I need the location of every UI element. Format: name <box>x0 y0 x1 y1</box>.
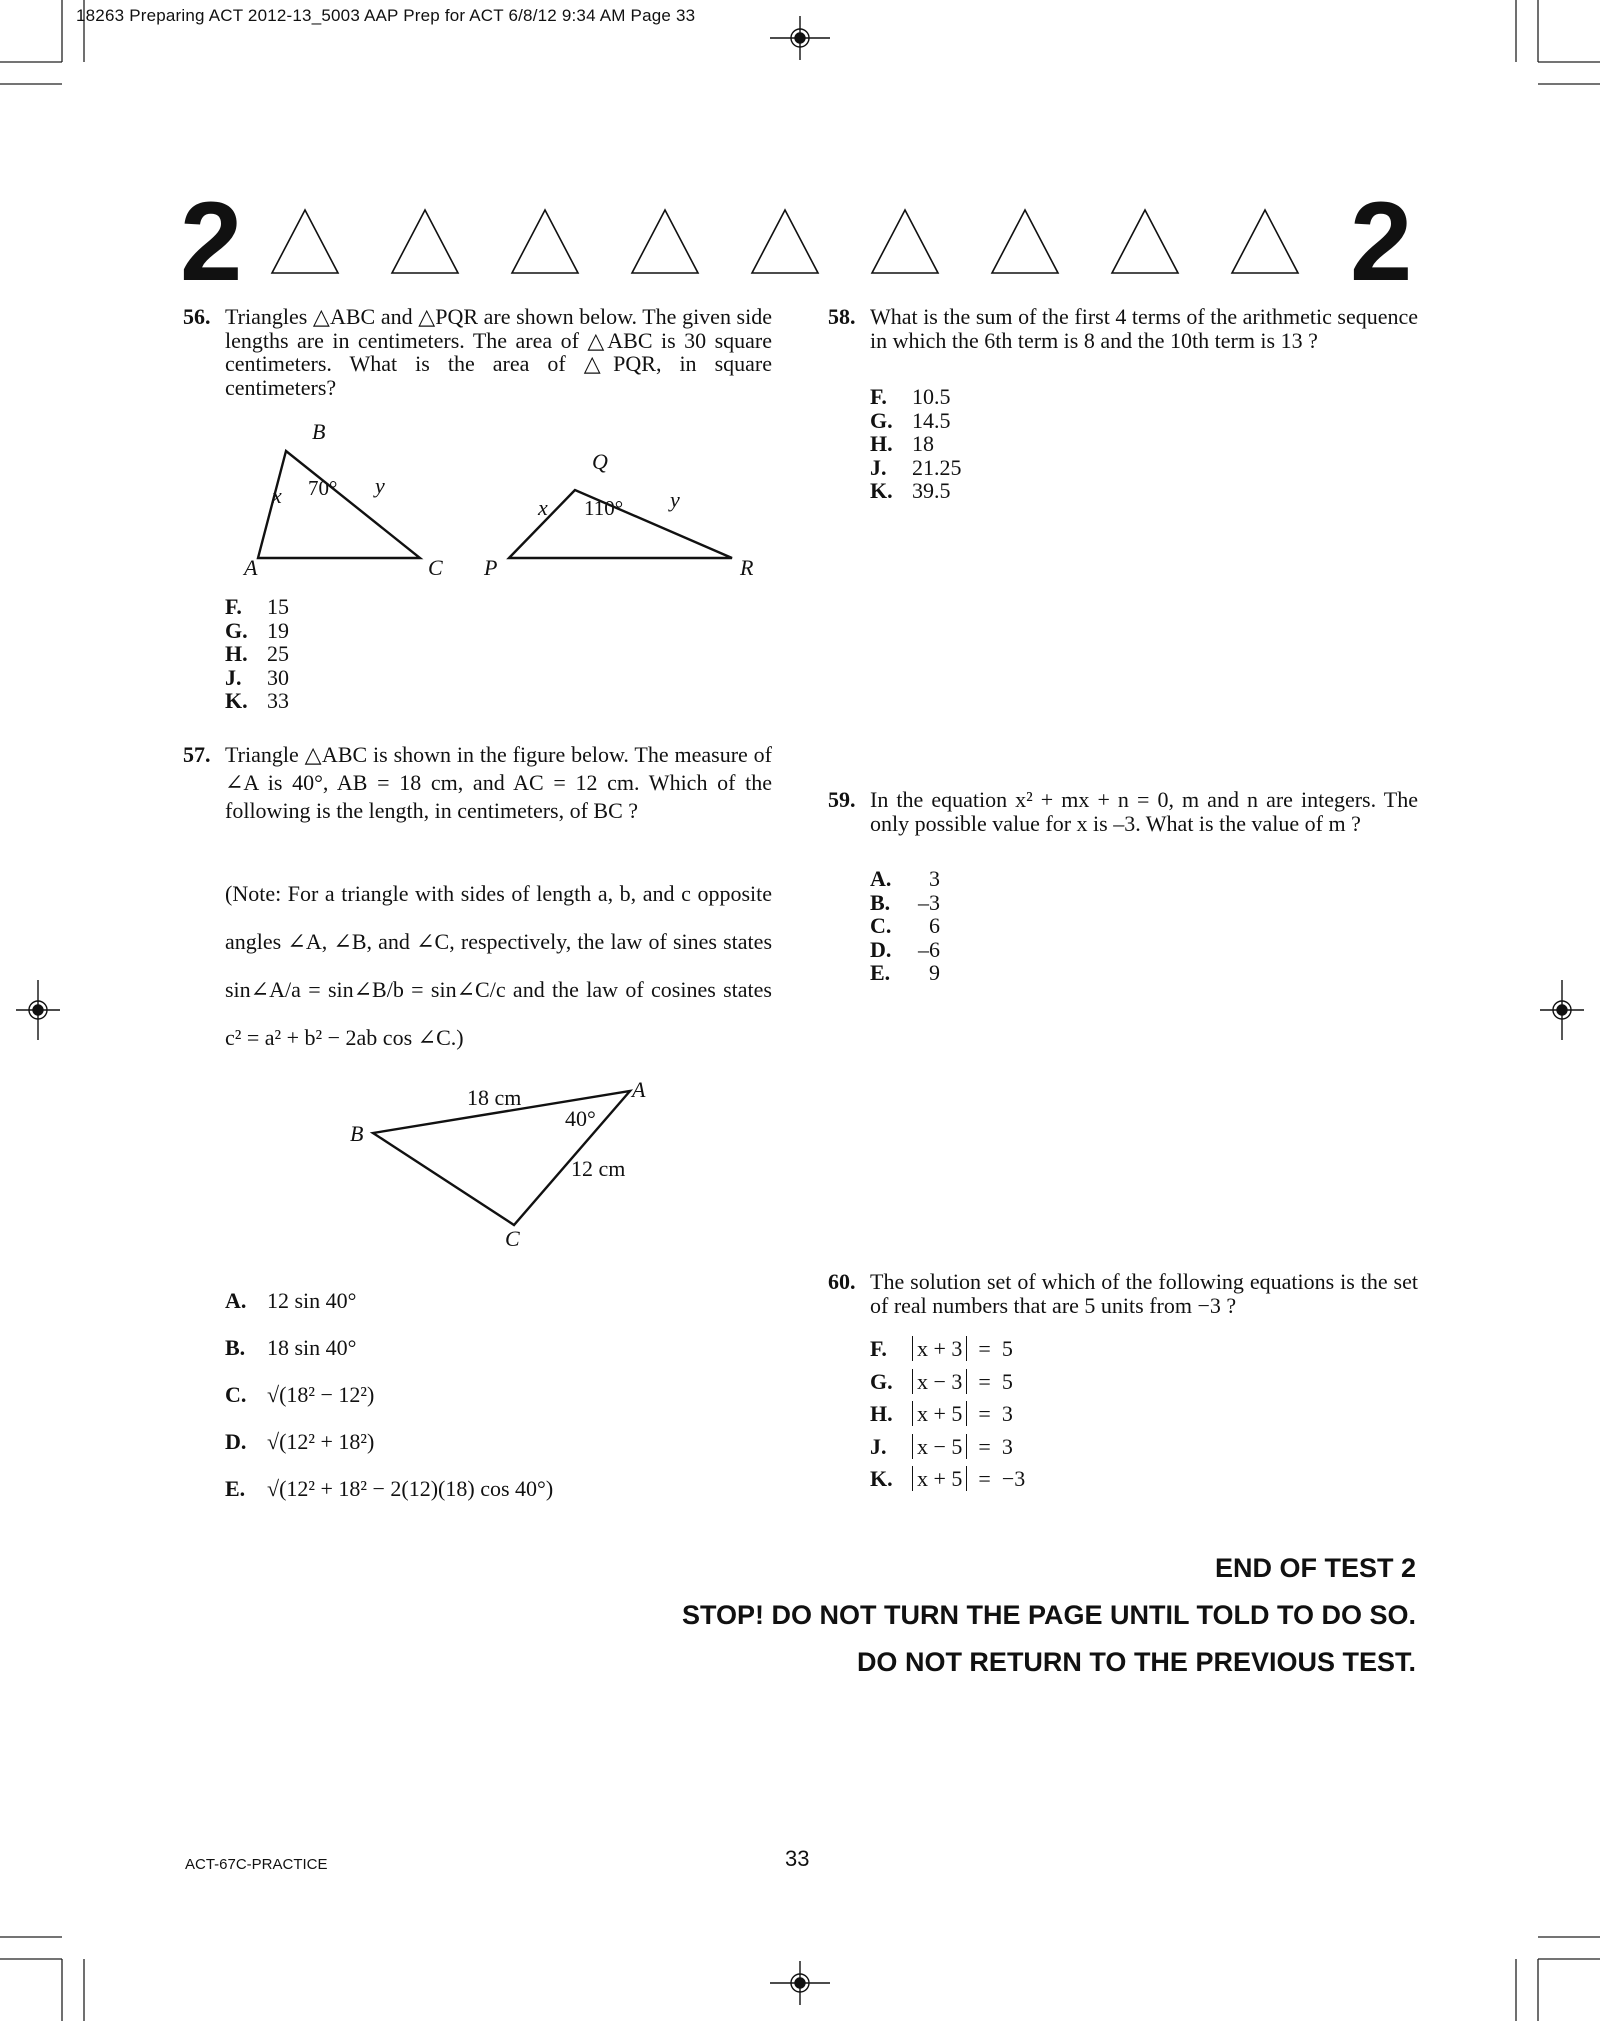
vertex-label: B <box>312 419 326 444</box>
note-text: (Note: For a triangle with sides of length a, b, and c opposite angles ∠A, ∠B, and ∠C, respectively, the law of sines states sin∠A/a = sin∠B/b = sin∠C/c and the law of cosines states c² = a² + b² − 2ab cos ∠C.) <box>225 881 772 1050</box>
section-number-left: 2 <box>180 179 243 304</box>
question-56 <box>183 304 772 400</box>
stop-notice: STOP! DO NOT TURN THE PAGE UNTIL TOLD TO DO SO. <box>681 1600 1416 1630</box>
vertex-label: C <box>505 1226 520 1250</box>
options-58 <box>870 385 962 503</box>
option[interactable]: J. 21.25 <box>870 454 962 480</box>
option[interactable]: J. x − 5 = 3 <box>870 1433 1013 1459</box>
triangle-icon <box>272 210 338 273</box>
option[interactable]: H. 25 <box>225 641 289 666</box>
question-59 <box>828 787 1418 836</box>
side-label: 18 cm <box>467 1085 522 1110</box>
question-57 <box>183 741 772 825</box>
angle-label: 110° <box>584 496 624 520</box>
question-number: 57. <box>183 742 211 767</box>
option[interactable]: C. √(18² − 12²) <box>225 1382 375 1407</box>
angle-label: 70° <box>308 476 338 500</box>
options-59 <box>870 867 940 985</box>
vertex-label: C <box>428 555 443 580</box>
option[interactable]: B. –3 <box>870 889 940 915</box>
option[interactable]: K. 39.5 <box>870 478 951 503</box>
question-58 <box>828 304 1418 353</box>
triangle-icon <box>992 210 1058 273</box>
question-text: Triangles △ABC and △PQR are shown below. The given side lengths are in centimeters. The area of △ABC is 30 square centimeters. What is the area of △PQR, in square centimeters? <box>225 304 772 400</box>
question-text: In the equation x² + mx + n = 0, m and n are integers. The only possible value for x is –3. What is the value of m ? <box>870 787 1418 836</box>
law-note <box>225 870 772 1062</box>
option[interactable]: G. 14.5 <box>870 407 951 433</box>
side-label: x <box>272 483 282 508</box>
footer-code: ACT-67C-PRACTICE <box>185 1856 328 1873</box>
triangle-divider <box>270 205 1340 285</box>
question-60 <box>828 1269 1418 1318</box>
section-number-right: 2 <box>1350 179 1413 304</box>
triangle-icon <box>632 210 698 273</box>
side-label: y <box>375 473 385 498</box>
question-number: 60. <box>828 1269 856 1294</box>
vertex-label: B <box>350 1121 364 1146</box>
vertex-label: A <box>244 555 258 580</box>
option[interactable]: K. 33 <box>225 688 289 713</box>
question-number: 59. <box>828 787 856 812</box>
option[interactable]: F. 15 <box>225 594 289 619</box>
end-of-test: END OF TEST 2 <box>1214 1553 1416 1583</box>
question-number: 56. <box>183 304 211 329</box>
options-56 <box>225 595 289 713</box>
side-label: 12 cm <box>571 1156 626 1181</box>
triangle-icon <box>392 210 458 273</box>
vertex-label: A <box>632 1077 646 1102</box>
vertex-label: Q <box>592 449 608 474</box>
option[interactable]: J. 30 <box>225 664 289 690</box>
angle-label: 40° <box>565 1106 596 1131</box>
question-text: Triangle △ABC is shown in the figure below. The measure of ∠A is 40°, AB = 18 cm, and AC = 12 cm. Which of the following is the length, in centimeters, of BC ? <box>225 742 772 823</box>
side-label: x <box>538 495 548 520</box>
page-number: 33 <box>785 1846 810 1871</box>
triangle-icon <box>1112 210 1178 273</box>
option[interactable]: H. x + 5 = 3 <box>870 1401 1013 1426</box>
triangle-icon <box>1232 210 1298 273</box>
triangle-icon <box>872 210 938 273</box>
option[interactable]: B. 18 sin 40° <box>225 1335 357 1360</box>
option[interactable]: G. 19 <box>225 617 289 643</box>
figure-56 <box>230 415 770 585</box>
option[interactable]: C. 6 <box>870 913 940 938</box>
no-return-notice: DO NOT RETURN TO THE PREVIOUS TEST. <box>856 1647 1416 1677</box>
option[interactable]: G. x − 3 = 5 <box>870 1368 1013 1394</box>
option[interactable]: A. 12 sin 40° <box>225 1288 357 1313</box>
option[interactable]: E. 9 <box>870 960 940 985</box>
option[interactable]: F. 10.5 <box>870 384 951 409</box>
triangle-icon <box>512 210 578 273</box>
question-number: 58. <box>828 304 856 329</box>
question-text: The solution set of which of the following equations is the set of real numbers that are 5 units from −3 ? <box>870 1269 1418 1318</box>
option[interactable]: K. x + 5 = −3 <box>870 1466 1026 1491</box>
vertex-label: R <box>740 555 754 580</box>
figure-57 <box>340 1075 670 1250</box>
print-slug: 18263 Preparing ACT 2012-13_5003 AAP Prep for ACT 6/8/12 9:34 AM Page 33 <box>76 6 696 25</box>
options-57 <box>225 1277 553 1512</box>
option[interactable]: H. 18 <box>870 431 934 456</box>
option[interactable]: A. 3 <box>870 866 940 891</box>
option[interactable]: F. x + 3 = 5 <box>870 1336 1013 1361</box>
side-label: y <box>670 487 680 512</box>
option[interactable]: D. –6 <box>870 936 940 962</box>
vertex-label: P <box>484 555 498 580</box>
options-60 <box>870 1333 1025 1496</box>
triangle-icon <box>752 210 818 273</box>
option[interactable]: E. √(12² + 18² − 2(12)(18) cos 40°) <box>225 1476 554 1501</box>
option[interactable]: D. √(12² + 18²) <box>225 1429 375 1454</box>
question-text: What is the sum of the first 4 terms of the arithmetic sequence in which the 6th term is 8 and the 10th term is 13 ? <box>870 304 1418 353</box>
